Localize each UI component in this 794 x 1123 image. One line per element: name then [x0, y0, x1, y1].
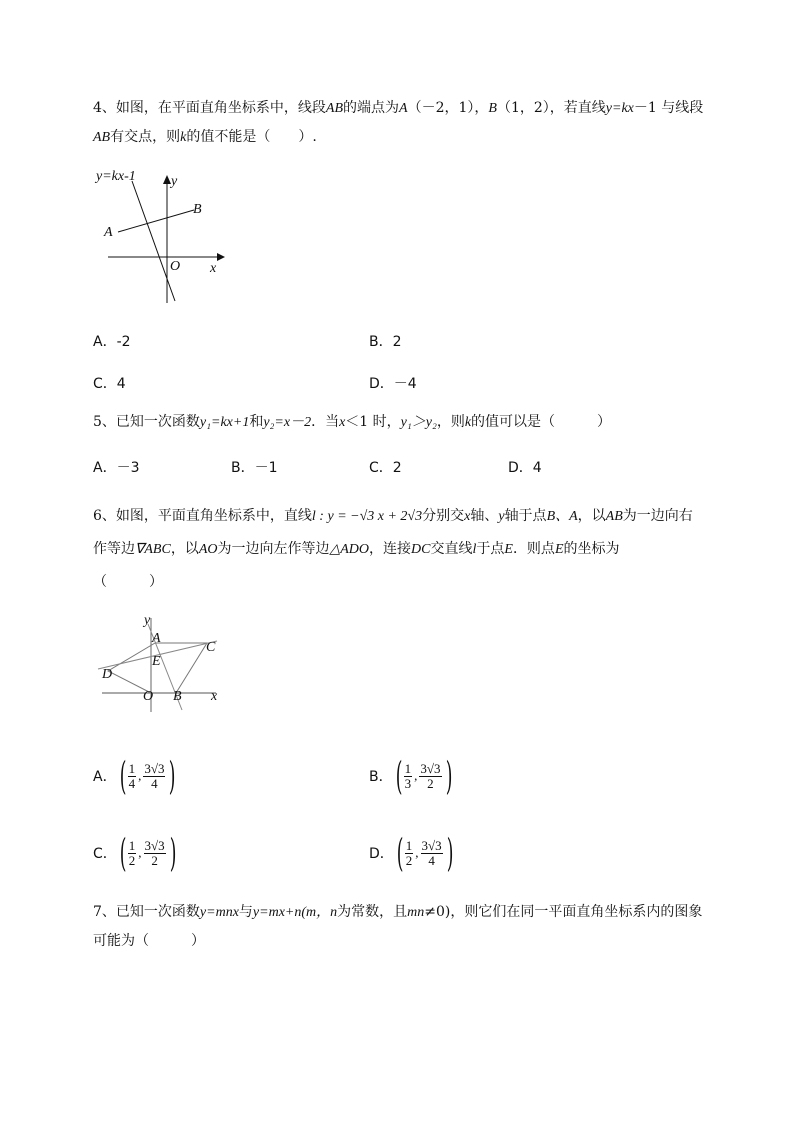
q6-l: l — [472, 542, 477, 557]
q6-line-equation: l : y = −√3 x + 2√3 — [311, 509, 423, 524]
q7-params: (m，n — [301, 905, 338, 920]
q5-text-part: ＜1 时， — [345, 414, 401, 430]
q7-cond: mn — [407, 905, 425, 920]
comma: , — [138, 768, 142, 783]
q5-text-part: ．当 — [311, 414, 340, 430]
q4-option-b[interactable]: B．2 — [369, 334, 402, 350]
q6-text-part: 的坐标为 — [563, 541, 620, 557]
q5-k: k — [464, 415, 472, 430]
q5-text-part: 的值可以是（ ） — [471, 414, 612, 430]
left-paren-icon: ( — [395, 754, 403, 798]
fraction — [128, 762, 137, 791]
q6-option-label: C． — [93, 846, 117, 862]
numerator: 3√3 — [421, 837, 442, 853]
q4-point-b: B — [488, 101, 497, 116]
q4-line-kx — [132, 181, 175, 301]
q7-text-part: ≠0)，则它们在同一平面直角坐标系内的图象 — [424, 904, 703, 920]
q4-segment-ab-line — [118, 210, 194, 232]
q6-text — [93, 500, 743, 599]
denominator: 4 — [428, 852, 435, 868]
q4-coord-a: （－2，1）， — [407, 100, 489, 116]
q6-text-part: 轴、 — [470, 508, 499, 524]
q5-option-b[interactable]: B．－1 — [231, 460, 278, 476]
q6-text-part: ，以 — [170, 541, 199, 557]
q6-ab: AB — [605, 509, 623, 524]
q6-text-part: 于点 — [476, 541, 505, 557]
q6-text-part: 为一边向左作等边 — [217, 541, 330, 557]
right-paren-icon: ) — [169, 831, 177, 875]
comma: , — [415, 845, 419, 860]
q6-triangle-abc: ∇ABC — [135, 542, 171, 557]
q5-text-part: 5、已知一次函数 — [93, 414, 200, 430]
q6-dc: DC — [411, 542, 431, 557]
q5-cond-x: x — [339, 415, 346, 430]
numerator: 1 — [128, 760, 136, 776]
q6-triangle-ado: △ADO — [329, 542, 370, 557]
q6-text-part: 为一边向右 — [622, 508, 693, 524]
q6-option-coord — [117, 754, 177, 798]
q6-points: B、A — [546, 509, 578, 524]
denominator: 2 — [405, 852, 413, 868]
q5-option-c[interactable]: C．2 — [369, 460, 402, 476]
denominator: 2 — [151, 852, 158, 868]
comma: , — [138, 845, 142, 860]
q4-text-part: 的端点为 — [343, 100, 400, 116]
q6-figure — [94, 612, 224, 717]
q4-text-part: 4、如图，在平面直角坐标系中，线段 — [93, 100, 326, 116]
right-paren-icon: ) — [445, 754, 452, 798]
q6-fig-e: E — [152, 654, 161, 669]
q6-option-label: D． — [369, 846, 394, 862]
q4-x-arrow-icon — [217, 253, 225, 261]
numerator: 3√3 — [144, 837, 165, 853]
q4-y-arrow-icon — [163, 175, 171, 184]
q6-option-coord — [117, 831, 177, 875]
right-paren-icon: ) — [169, 754, 176, 798]
left-paren-icon: ( — [119, 831, 127, 875]
fraction — [405, 839, 414, 868]
numerator: 1 — [405, 837, 413, 853]
q6-text-part: ，连接 — [369, 541, 412, 557]
q4-fig-b-label: B — [193, 202, 202, 217]
fraction — [421, 839, 443, 868]
q5-option-a[interactable]: A．－3 — [93, 460, 140, 476]
denominator: 2 — [427, 775, 434, 791]
q4-equation: y=kx — [605, 101, 634, 116]
q6-text-part: 作等边 — [93, 541, 135, 557]
denominator: 3 — [404, 775, 412, 791]
fraction — [144, 839, 166, 868]
q7-text — [93, 898, 743, 955]
q4-option-c[interactable]: C．4 — [93, 376, 126, 392]
q4-fig-a-label: A — [104, 225, 113, 240]
q7-func-2: y=mx+n — [252, 905, 302, 920]
q6-option-d[interactable] — [369, 831, 454, 875]
q6-fig-y: y — [144, 613, 151, 628]
q6-option-label: B． — [369, 769, 393, 785]
fraction — [419, 762, 441, 791]
q6-text-part: ．则点 — [512, 541, 555, 557]
q7-text-part: 7、已知一次函数 — [93, 904, 200, 920]
left-paren-icon: ( — [119, 754, 127, 798]
q6-triangle-ado-shape — [108, 643, 155, 693]
right-paren-icon: ) — [446, 831, 454, 875]
q4-point-a: A — [399, 101, 408, 116]
q4-option-a[interactable]: A．-2 — [93, 334, 131, 350]
q6-text-part: 交直线 — [430, 541, 473, 557]
q5-func-y2: y₂=x－2 — [263, 415, 312, 430]
q5-func-y1: y₁=kx+1 — [199, 415, 250, 430]
q7-text-part: 可能为（ ） — [93, 933, 205, 949]
q6-option-coord — [393, 754, 453, 798]
q6-option-a[interactable] — [93, 754, 176, 798]
q6-fig-x: x — [211, 689, 218, 704]
q6-fig-b: B — [173, 689, 182, 704]
q5-compare: y₁＞y₂ — [400, 415, 437, 430]
q6-y: y — [498, 509, 505, 524]
q6-e: E — [504, 542, 513, 557]
denominator: 4 — [128, 775, 136, 791]
fraction — [404, 762, 413, 791]
q4-option-d[interactable]: D．－4 — [369, 376, 417, 392]
q4-text-part: 有交点，则 — [110, 129, 181, 145]
q6-e: E — [554, 542, 564, 557]
q5-option-d[interactable]: D．4 — [508, 460, 542, 476]
numerator: 3√3 — [144, 760, 165, 776]
q6-fig-o: O — [143, 689, 154, 704]
q4-coord-b: （1，2），若直线 — [496, 100, 606, 116]
q4-figure — [90, 163, 240, 313]
fraction — [143, 762, 165, 791]
q6-answer-paren: （ ） — [93, 574, 163, 590]
q4-fig-origin: O — [170, 259, 181, 274]
numerator: 3√3 — [420, 760, 441, 776]
q6-option-coord — [394, 831, 454, 875]
q7-text-part: 与 — [238, 904, 253, 920]
q6-ao: AO — [198, 542, 218, 557]
comma: , — [414, 768, 418, 783]
q6-triangle-abc-shape — [155, 643, 207, 693]
q4-text-part: －1 与线段 — [633, 100, 704, 116]
q4-segment-ab: AB — [93, 130, 111, 145]
q4-fig-line-label: y=kx-1 — [96, 169, 136, 184]
q7-func-1: y=mnx — [199, 905, 239, 920]
q6-fig-a: A — [152, 631, 161, 646]
denominator: 2 — [128, 852, 136, 868]
q5-text — [93, 408, 743, 437]
q4-text-part: 的值不能是（ ）. — [186, 129, 317, 145]
q4-text — [93, 94, 743, 152]
q6-text-part: 6、如图，平面直角坐标系中，直线 — [93, 508, 312, 524]
q7-text-part: 为常数，且 — [337, 904, 408, 920]
q4-segment-ab: AB — [325, 101, 344, 116]
q6-text-part: ，以 — [577, 508, 606, 524]
q6-option-c[interactable] — [93, 831, 177, 875]
q6-option-label: A． — [93, 769, 117, 785]
numerator: 1 — [128, 837, 136, 853]
q4-fig-x-label: x — [210, 261, 217, 276]
q6-text-part: 分别交 — [422, 508, 465, 524]
q6-text-part: 轴于点 — [504, 508, 547, 524]
q6-fig-d: D — [102, 667, 113, 682]
q6-fig-c: C — [206, 640, 216, 655]
q6-option-b[interactable] — [369, 754, 453, 798]
fraction — [128, 839, 137, 868]
left-paren-icon: ( — [396, 831, 404, 875]
q6-x: x — [464, 509, 471, 524]
q5-text-part: 和 — [249, 414, 264, 430]
q4-fig-y-label: y — [171, 174, 178, 189]
q4-k: k — [180, 130, 187, 145]
denominator: 4 — [151, 775, 158, 791]
q5-text-part: ，则 — [436, 414, 465, 430]
numerator: 1 — [404, 760, 412, 776]
